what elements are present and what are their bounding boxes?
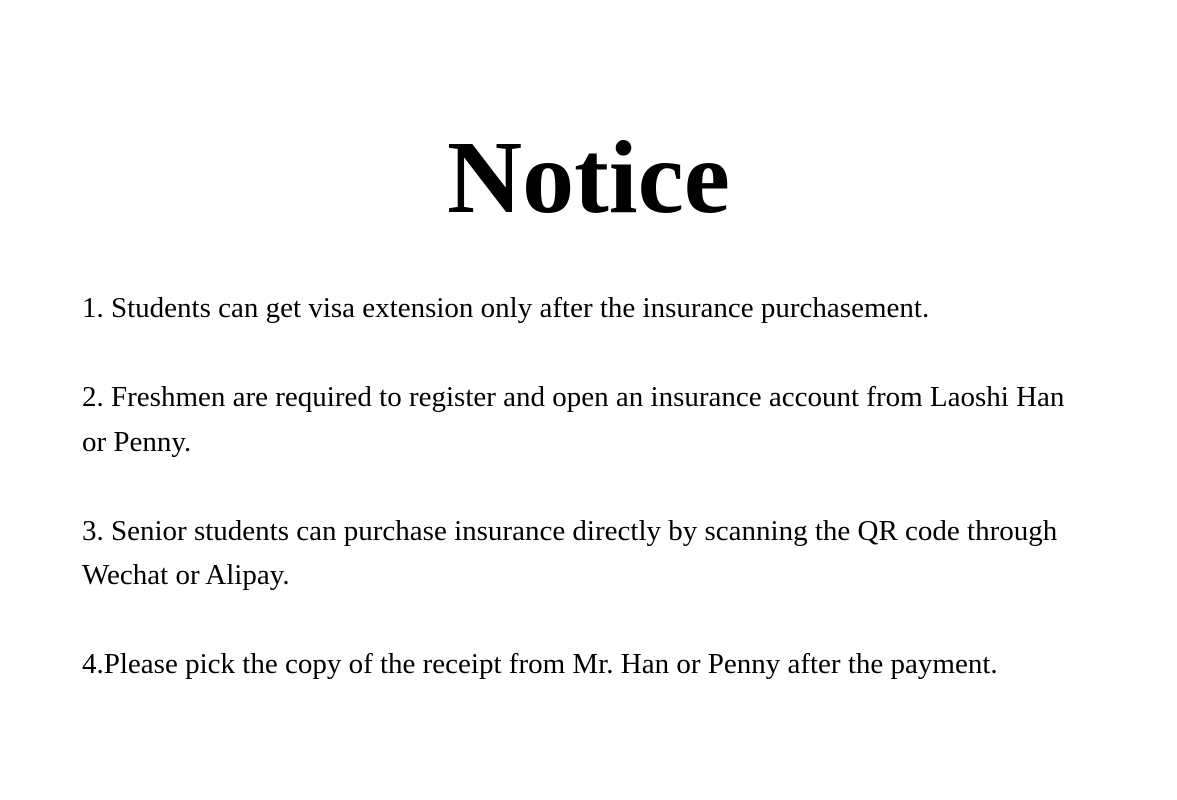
notice-item-3: 3. Senior students can purchase insurance directly by scanning the QR code through Wechat or Alipay. (82, 514, 1058, 591)
notice-item-1: 1. Students can get visa extension only after the insurance purchasement. (82, 292, 930, 324)
notice-item-2: 2. Freshmen are required to register and open an insurance account from Laoshi Han or Penny. (82, 381, 1065, 458)
page-title: Notice (447, 120, 730, 235)
notice-list (82, 286, 1092, 687)
notice-item-4: 4.Please pick the copy of the receipt from Mr. Han or Penny after the payment. (82, 648, 998, 680)
